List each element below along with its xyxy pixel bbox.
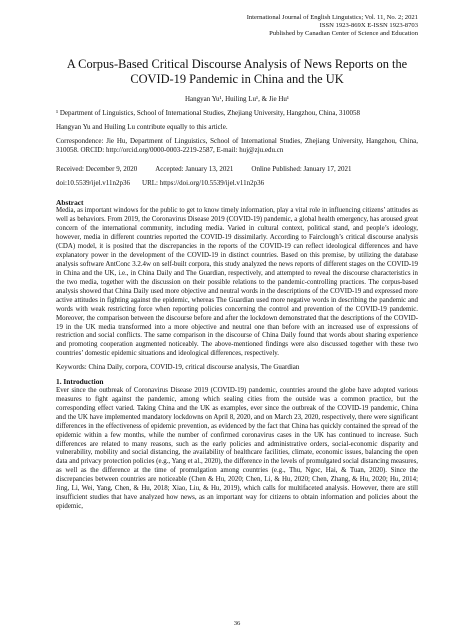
correspondence: Correspondence: Jie Hu, Department of Linguistics, School of International Studies, Zhejiang University, Hangzhou, China, 310058. ORCID: http://orcid.org/0000-0003-2219-2587, E-mail: huj@zju.edu.cn xyxy=(56,136,418,154)
author-list: Hangyan Yu¹, Huiling Lu¹, & Jie Hu¹ xyxy=(184,94,290,103)
received-date: Received: December 9, 2020 xyxy=(56,164,138,173)
doi-line xyxy=(56,179,418,188)
page-number: 36 xyxy=(233,620,241,627)
doi-url-link[interactable]: URL: https://doi.org/10.5539/ijel.v11n2p36 xyxy=(142,178,265,187)
equal-contribution-note: Hangyan Yu and Huiling Lu contribute equally to this article. xyxy=(56,122,228,131)
issn-line: ISSN 1923-869X E-ISSN 1923-8703 xyxy=(319,22,418,30)
title-line-1: A Corpus-Based Critical Discourse Analysis of News Reports on the xyxy=(66,56,408,71)
publication-dates xyxy=(56,165,418,174)
journal-line: International Journal of English Linguistics; Vol. 11, No. 2; 2021 xyxy=(246,14,418,21)
running-head xyxy=(56,14,418,39)
title-line-2: COVID-19 Pandemic in China and the UK xyxy=(130,72,344,87)
keywords: Keywords: China Daily, corpora, COVID-19, critical discourse analysis, The Guardian xyxy=(56,363,300,372)
introduction-text: Ever since the outbreak of Coronavirus Disease 2019 (COVID-19) pandemic, countries around the globe have adopted various measures to fight against the pandemic, among which sealing cities from the outside was a common practice, but the corresponding effect varied. Taking China and the UK as examples, ever since the outbreak of the COVID-19 pandemic, China and the UK have implemented mandatory lockdowns on April 8, 2020, and on March 23, 2020, respectively, there were significant differences in the effectiveness of epidemic prevention, as evidenced by the fact that China has quickly contained the spread of the epidemic within a few months, while the number of confirmed coronavirus cases in the UK has continued to increase. Such differences are related to many reasons, such as the early policies and administrative orders, social-economic disparity and vulnerability, mobility and social distancing, the availability of healthcare facilities, climate, economic issues, balancing the open data and privacy protection policies (e.g., Yang et al., 2020), the difference in the levels of promulgated social distancing measures, as well as the difference at the time of promulgation among countries (e.g., Thu, Ngoc, Hai, & Tuan, 2020). Since the discrepancies between countries are noticeable (Chen & Hu, 2020; Chen, Li, & Hu, 2020; Chen, Zhang, & Hu, 2020; Hu, 2014; Jing, Li, Wei, Yang, Chen, & Hu, 2018; Xiao, Liu, & Hu, 2019), which calls for multifaceted analysis. However, there are still insufficient studies that have analyzed how news, as an important way for citizens to obtain information and policies about the epidemic, xyxy=(56,386,418,511)
online-date: Online Published: January 17, 2021 xyxy=(251,164,352,173)
abstract-text: Media, as important windows for the public to get to know timely information, play a vital role in influencing citizens’ attitudes as well as behaviors. From 2019, the Coronavirus Disease 2019 (COVID-19) pandemic, a global health emergency, has aroused great concern of the international community, including media. Varied in cultural context, political stand, and people’s ideology, however, media in different countries reported the COVID-19 dissimilarly. According to Fairclough’s critical discourse analysis (CDA) model, it is posited that the discrepancies in the reports of the COVID-19 can reflect ideological differences and have explanatory power in the development of the COVID-19 in distinct countries. Based on this premise, by utilizing the database analysis software AntConc 3.2.4w on self-built corpora, this study analyzed the news reports of different stages on the COVID-19 in China and the UK, i.e., in China Daily and The Guardian, respectively, and attempted to reveal the discourse characteristics in the two media, together with the discussion on their possible relations to the pandemic-controlling practices. The corpus-based analysis showed that China Daily used more objective and neutral words in the descriptions of the COVID-19 and expressed more active attitudes in fighting against the epidemic, whereas The Guardian used more negative words in describing the pandemic and words with weak restricting force when reporting policies concerning the control and prevention of the COVID-19 pandemic. Moreover, the comparison between the discourse before and after the lockdown demonstrated that the descriptions of the COVID-19 in the UK media transformed into a more objective and neutral one than before with an increased use of expressions of restriction and social conflicts. The same comparison in the discourse of China Daily found that words about sharing experience and promoting cooperation augmented noticeably. The above-mentioned findings were also discussed together with these two countries’ domestic epidemic situations and ideological differences, respectively. xyxy=(56,207,418,358)
article-title xyxy=(56,57,418,88)
abstract-heading: Abstract xyxy=(56,197,84,207)
doi: doi:10.5539/ijel.v11n2p36 xyxy=(56,178,131,187)
affiliation: ¹ Department of Linguistics, School of International Studies, Zhejiang University, Hangzhou, China, 310058 xyxy=(56,108,360,117)
introduction-heading: 1. Introduction xyxy=(56,377,104,387)
publisher-line: Published by Canadian Center of Science and Education xyxy=(269,30,418,38)
accepted-date: Accepted: January 13, 2021 xyxy=(155,164,234,173)
